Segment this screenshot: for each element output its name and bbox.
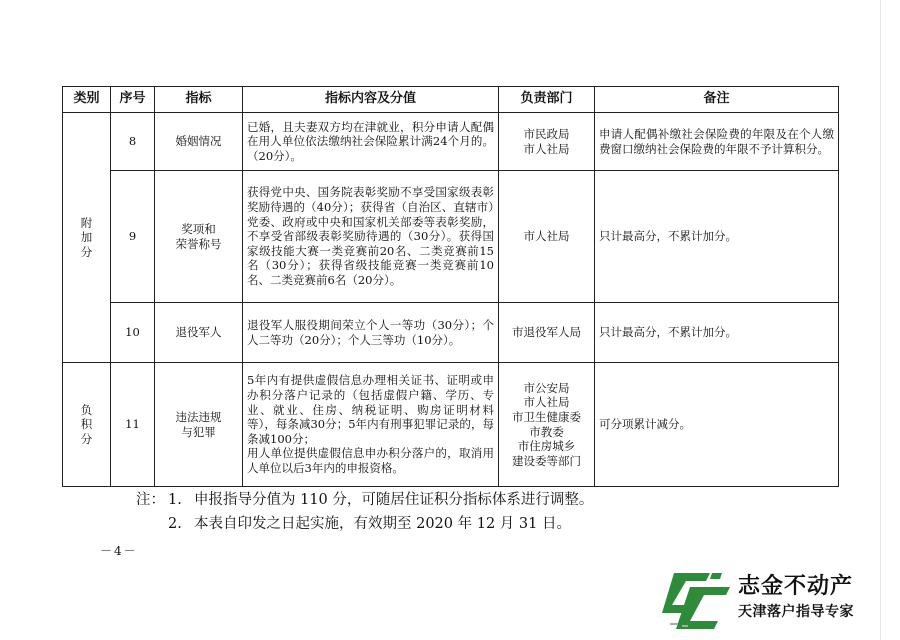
row-number: 10 [111,303,155,363]
note-item [136,488,593,512]
zj-monogram-icon [660,565,740,633]
row-content: 5年内有提供虚假信息办理相关证书、证明或申办积分落户记录的（包括虚假户籍、学历、专业、就业、住房、纳税证明、购房证明材料等），每条减30分；5年内有刑事犯罪记录的，每条减100分； 用人单位提供虚假信息申办积分落户的，取消用人单位以后3年内的申报资格。 [243,363,499,487]
row-indicator: 婚姻情况 [155,113,243,171]
category-cell: 负 积 分 [63,363,111,487]
row-department: 市人社局 [499,171,595,303]
row-number: 11 [111,363,155,487]
brand-slogan: 天津落户指导专家 [738,604,854,620]
header-indicator: 指标 [155,87,243,113]
notes [136,488,593,536]
header-number: 序号 [111,87,155,113]
header-remark: 备注 [595,87,839,113]
row-indicator: 奖项和 荣誉称号 [155,171,243,303]
row-department: 市民政局 市人社局 [499,113,595,171]
note-item [136,512,593,536]
brand-name: 志金不动产 [738,574,854,599]
row-remark: 可分项累计减分。 [595,363,839,487]
row-department: 市公安局 市人社局 市卫生健康委 市教委 市住房城乡 建设委等部门 [499,363,595,487]
header-content: 指标内容及分值 [243,87,499,113]
page-number: －4－ [100,544,138,558]
table-row [63,113,839,171]
note-number: 2. [168,516,182,532]
scoring-table [62,86,839,487]
note-prefix: 注： [136,492,165,508]
brand-logo [660,565,890,635]
note-text: 本表自印发之日起实施，有效期至 2020 年 12 月 31 日。 [194,516,571,532]
row-content: 已婚，且夫妻双方均在津就业，积分申请人配偶在用人单位依法缴纳社会保险累计满24个月的。（20分）。 [243,113,499,171]
row-number: 8 [111,113,155,171]
category-cell: 附 加 分 [63,113,111,363]
table-row [63,363,839,487]
row-number: 9 [111,171,155,303]
row-indicator: 违法违规 与犯罪 [155,363,243,487]
table-header-row [63,87,839,113]
header-department: 负责部门 [499,87,595,113]
row-remark: 只计最高分，不累计加分。 [595,171,839,303]
header-category: 类别 [63,87,111,113]
table-row [63,171,839,303]
row-remark: 只计最高分，不累计加分。 [595,303,839,363]
row-indicator: 退役军人 [155,303,243,363]
row-remark: 申请人配偶补缴社会保险费的年限及在个人缴费窗口缴纳社会保险费的年限不予计算积分。 [595,113,839,171]
note-text: 申报指导分值为 110 分，可随居住证积分指标体系进行调整。 [194,492,594,508]
table-row [63,303,839,363]
row-department: 市退役军人局 [499,303,595,363]
row-content: 退役军人服役期间荣立个人一等功（30分）；个人二等功（20分）；个人三等功（10分）。 [243,303,499,363]
note-number: 1. [168,492,182,508]
row-content: 获得党中央、国务院表彰奖励不享受国家级表彰奖励待遇的（40分）；获得省（自治区、直辖市）党委、政府或中央和国家机关部委等表彰奖励，不享受省部级表彰奖励待遇的（30分）。获得国家级技能大赛一类竞赛前20名、二类竞赛前15名（30分）；获得省级技能竞赛一类竞赛前10名、二类竞赛前6名（20分）。 [243,171,499,303]
